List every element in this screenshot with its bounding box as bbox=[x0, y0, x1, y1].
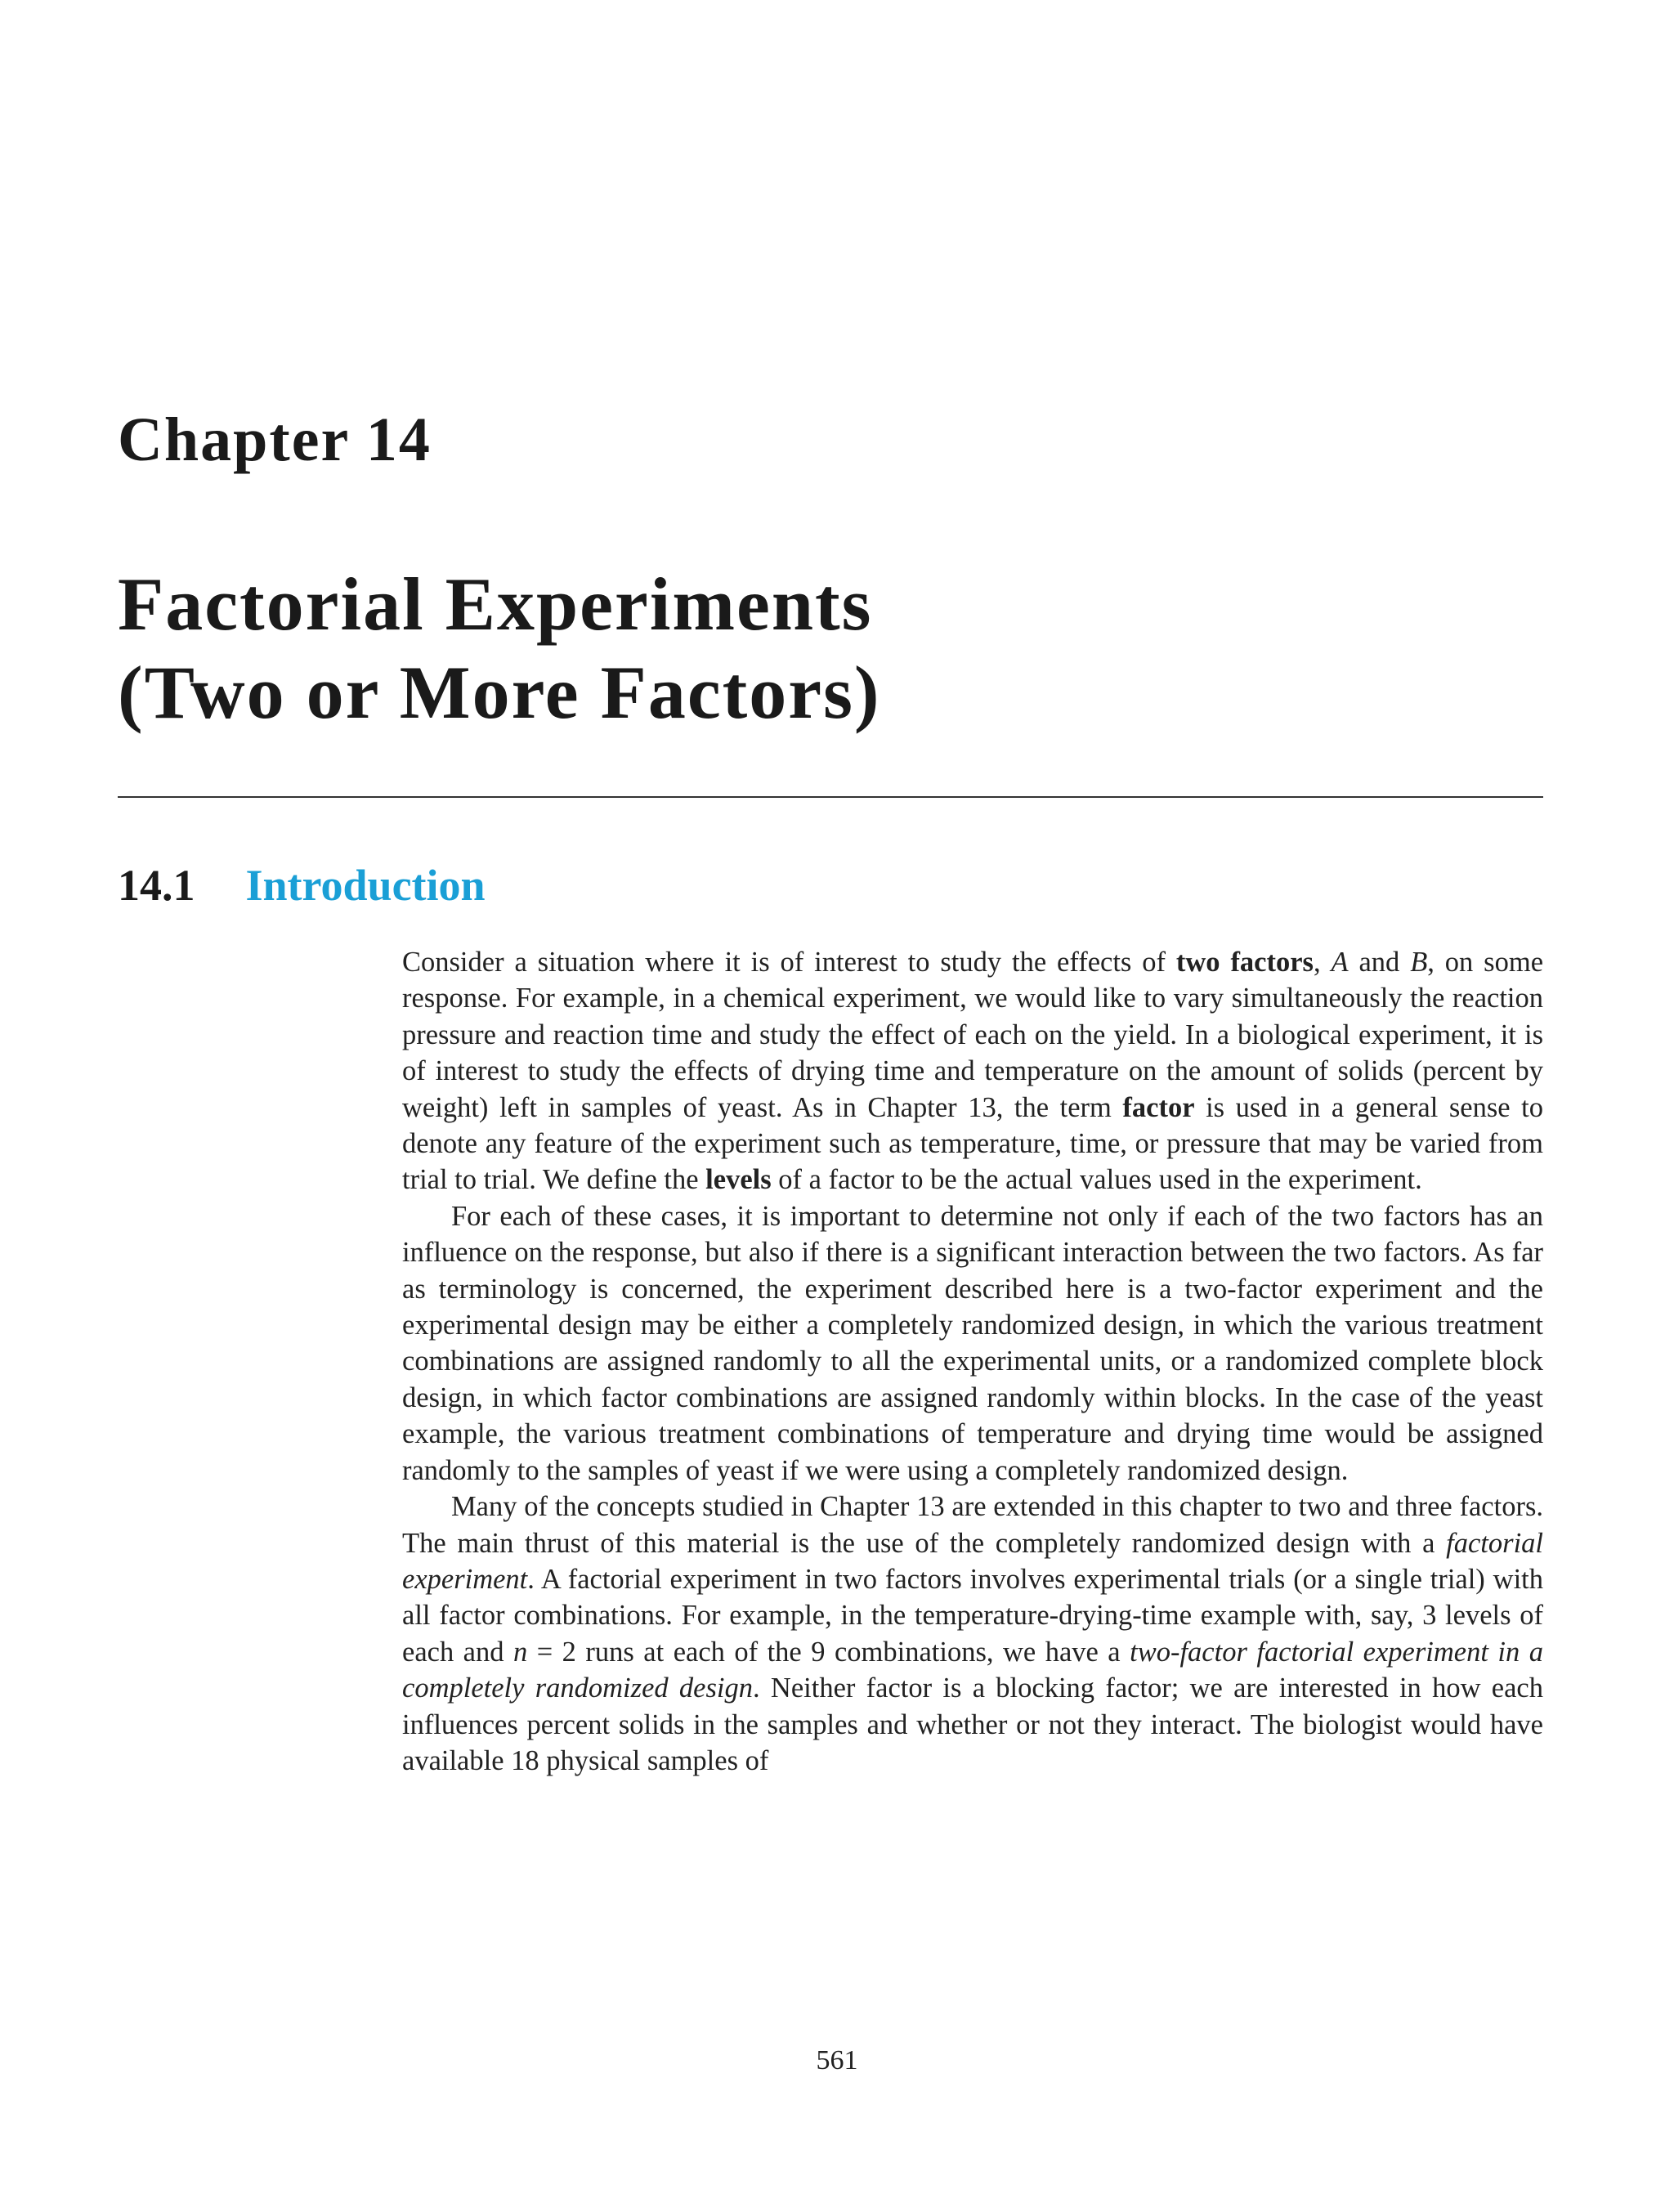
italic-term-two-factor-design: two-factor factorial experiment in a completely randomized design bbox=[402, 1636, 1544, 1704]
math-variable-a: A bbox=[1331, 947, 1349, 978]
text-run: and bbox=[1348, 947, 1411, 978]
bold-term-levels: levels bbox=[705, 1164, 772, 1196]
chapter-title-line-1: Factorial Experiments bbox=[118, 562, 873, 646]
text-run: . Neither factor is a blocking factor; we are interested in how each influences percent solids in the samples and whether or not they interact. The biologist would have available 18 physical samples of bbox=[402, 1672, 1543, 1776]
math-variable-n: n bbox=[512, 1636, 528, 1668]
text-run: Many of the concepts studied in Chapter 13 are extended in this chapter to two and three factors. The main thrust of this material is the use of the completely randomized design with a bbox=[402, 1491, 1543, 1559]
chapter-label: Chapter 14 bbox=[118, 405, 432, 474]
bold-term-two-factors: two factors bbox=[1175, 947, 1314, 978]
paragraph-2: For each of these cases, it is important to determine not only if each of the two factors has an influence on the response, but also if there is a significant interaction between the two factors. As far as terminology is concerned, the experiment described here is a two-factor experiment and the experimental design may be either a completely randomized design, in which the various treatment combinations are assigned randomly to all the experimental units, or a randomized complete block design, in which factor combinations are assigned randomly within blocks. In the case of the yeast example, the various treatment combinations of temperature and drying time would be assigned randomly to the samples of yeast if we were using a completely randomized design. bbox=[402, 1200, 1543, 1486]
chapter-divider bbox=[118, 796, 1543, 798]
section-heading bbox=[118, 861, 486, 910]
section-number: 14.1 bbox=[118, 861, 195, 910]
section-title: Introduction bbox=[245, 861, 486, 910]
paragraph-3 bbox=[402, 1489, 1543, 1779]
text-run: of a factor to be the actual values used in the experiment. bbox=[771, 1164, 1422, 1196]
chapter-title bbox=[118, 560, 881, 737]
paragraph-1 bbox=[402, 944, 1543, 1198]
text-run: is used in a general sense to denote any feature of the experiment such as temperature, time, or pressure that may be varied from trial to trial. We define the bbox=[402, 1091, 1543, 1196]
text-run: Consider a situation where it is of interest to study the effects of bbox=[402, 947, 1176, 978]
italic-term-factorial-experiment: factorial experiment bbox=[402, 1527, 1543, 1595]
bold-term-factor: factor bbox=[1122, 1091, 1195, 1123]
chapter-title-line-2: (Two or More Factors) bbox=[118, 651, 881, 734]
text-run: , bbox=[1313, 947, 1332, 978]
math-variable-b: B bbox=[1410, 947, 1428, 978]
body-text bbox=[402, 944, 1543, 1779]
text-run: = 2 runs at each of the 9 combinations, we have a bbox=[527, 1636, 1130, 1668]
page-number: 561 bbox=[816, 2045, 858, 2075]
text-run: , on some response. For example, in a chemical experiment, we would like to vary simultaneously the reaction pressure and reaction time and study the effect of each on the yield. In a biological experiment, it is of interest to study the effects of drying time and temperature on the amount of solids (percent by weight) left in samples of yeast. As in Chapter 13, the term bbox=[402, 947, 1544, 1123]
text-run: . A factorial experiment in two factors involves experimental trials (or a single trial) with all factor combinations. For example, in the temperature-drying-time example with, say, 3 levels of each and bbox=[402, 1563, 1543, 1668]
